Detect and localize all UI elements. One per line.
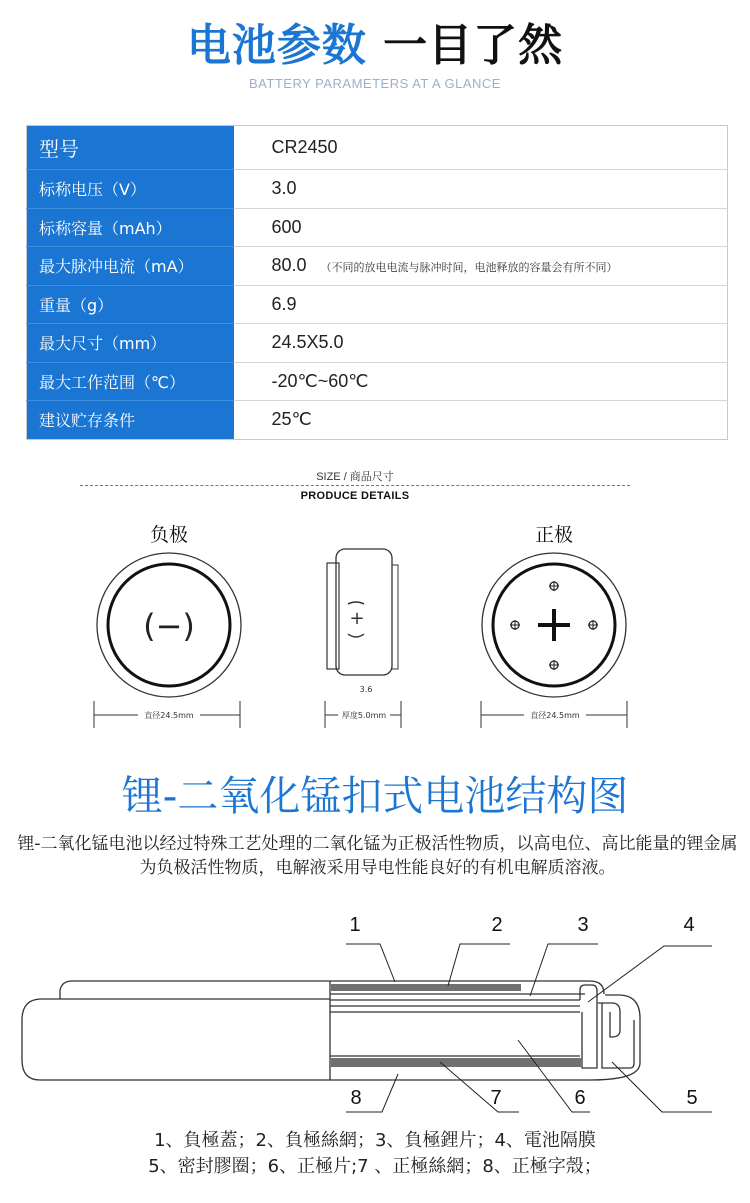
dim-mid-text: 厚度5.0mm xyxy=(341,711,387,720)
positive-mesh xyxy=(331,1058,581,1067)
spec-key: 型号 xyxy=(27,126,234,170)
callout-1: 1 xyxy=(349,914,361,936)
callout-2: 2 xyxy=(491,914,503,936)
structure-legend xyxy=(0,1128,750,1180)
spec-value-text: 80.0 xyxy=(271,255,307,276)
spec-key: 建议贮存条件 xyxy=(27,401,234,440)
spec-note: （不同的放电电流与脉冲时间，电池释放的容量会有所不同） xyxy=(320,261,618,275)
produce-details-label: PRODUCE DETAILS xyxy=(300,490,410,502)
title-black: 一目了然 xyxy=(383,20,564,71)
svg-text:+: + xyxy=(349,608,365,629)
spec-value-text: 25℃ xyxy=(271,409,312,430)
side-top-num: 3.6 xyxy=(359,685,373,694)
spec-key: 重量（g） xyxy=(27,285,234,324)
spec-value-text: CR2450 xyxy=(271,137,338,157)
spec-key: 最大脉冲电流（mA） xyxy=(27,247,234,286)
page-subtitle: BATTERY PARAMETERS AT A GLANCE xyxy=(249,76,501,91)
callout-7: 7 xyxy=(490,1087,502,1109)
legend-line-1: 1、負極蓋；2、負極絲網；3、負極鋰片；4、電池隔膜 xyxy=(154,1130,596,1151)
spec-key: 标称容量（mAh） xyxy=(27,208,234,247)
spec-key: 标称电压（V） xyxy=(27,170,234,209)
positive-label: 正极 xyxy=(534,524,574,546)
size-label: SIZE / 商品尺寸 xyxy=(316,471,394,483)
spec-key: 最大尺寸（mm） xyxy=(27,324,234,363)
spec-value-text: -20℃~60℃ xyxy=(271,370,369,391)
callout-3: 3 xyxy=(577,914,589,936)
legend-line-2: 5、密封膠圈；6、正極片;7 、正極絲網；8、正極字殼； xyxy=(148,1156,602,1177)
spec-value-text: 6.9 xyxy=(271,293,297,314)
leader-lines xyxy=(346,944,712,1112)
callout-8: 8 xyxy=(350,1087,362,1109)
dim-left-text: 直径24.5mm xyxy=(144,711,194,720)
spec-value-text: 3.0 xyxy=(271,178,297,199)
negative-label: 负极 xyxy=(149,524,189,546)
spec-key: 最大工作范围（℃） xyxy=(27,362,234,401)
callout-6: 6 xyxy=(574,1087,586,1109)
structure-description: 锂-二氧化锰电池以经过特殊工艺处理的二氧化锰为正极活性物质，以高电位、高比能量的锂金属为负极活性物质，电解液采用导电性能良好的有机电解质溶液。 xyxy=(17,834,738,878)
dim-right-text: 直径24.5mm xyxy=(530,711,580,720)
spec-value-text: 600 xyxy=(271,216,302,237)
title-blue: 电池参数 xyxy=(186,20,367,71)
spec-value-text: 24.5X5.0 xyxy=(271,332,344,353)
callout-4: 4 xyxy=(683,914,695,936)
callout-5: 5 xyxy=(686,1087,698,1109)
structure-title: 锂-二氧化锰扣式电池结构图 xyxy=(121,772,629,820)
negative-symbol: (−) xyxy=(143,607,195,645)
negative-mesh xyxy=(331,984,521,991)
